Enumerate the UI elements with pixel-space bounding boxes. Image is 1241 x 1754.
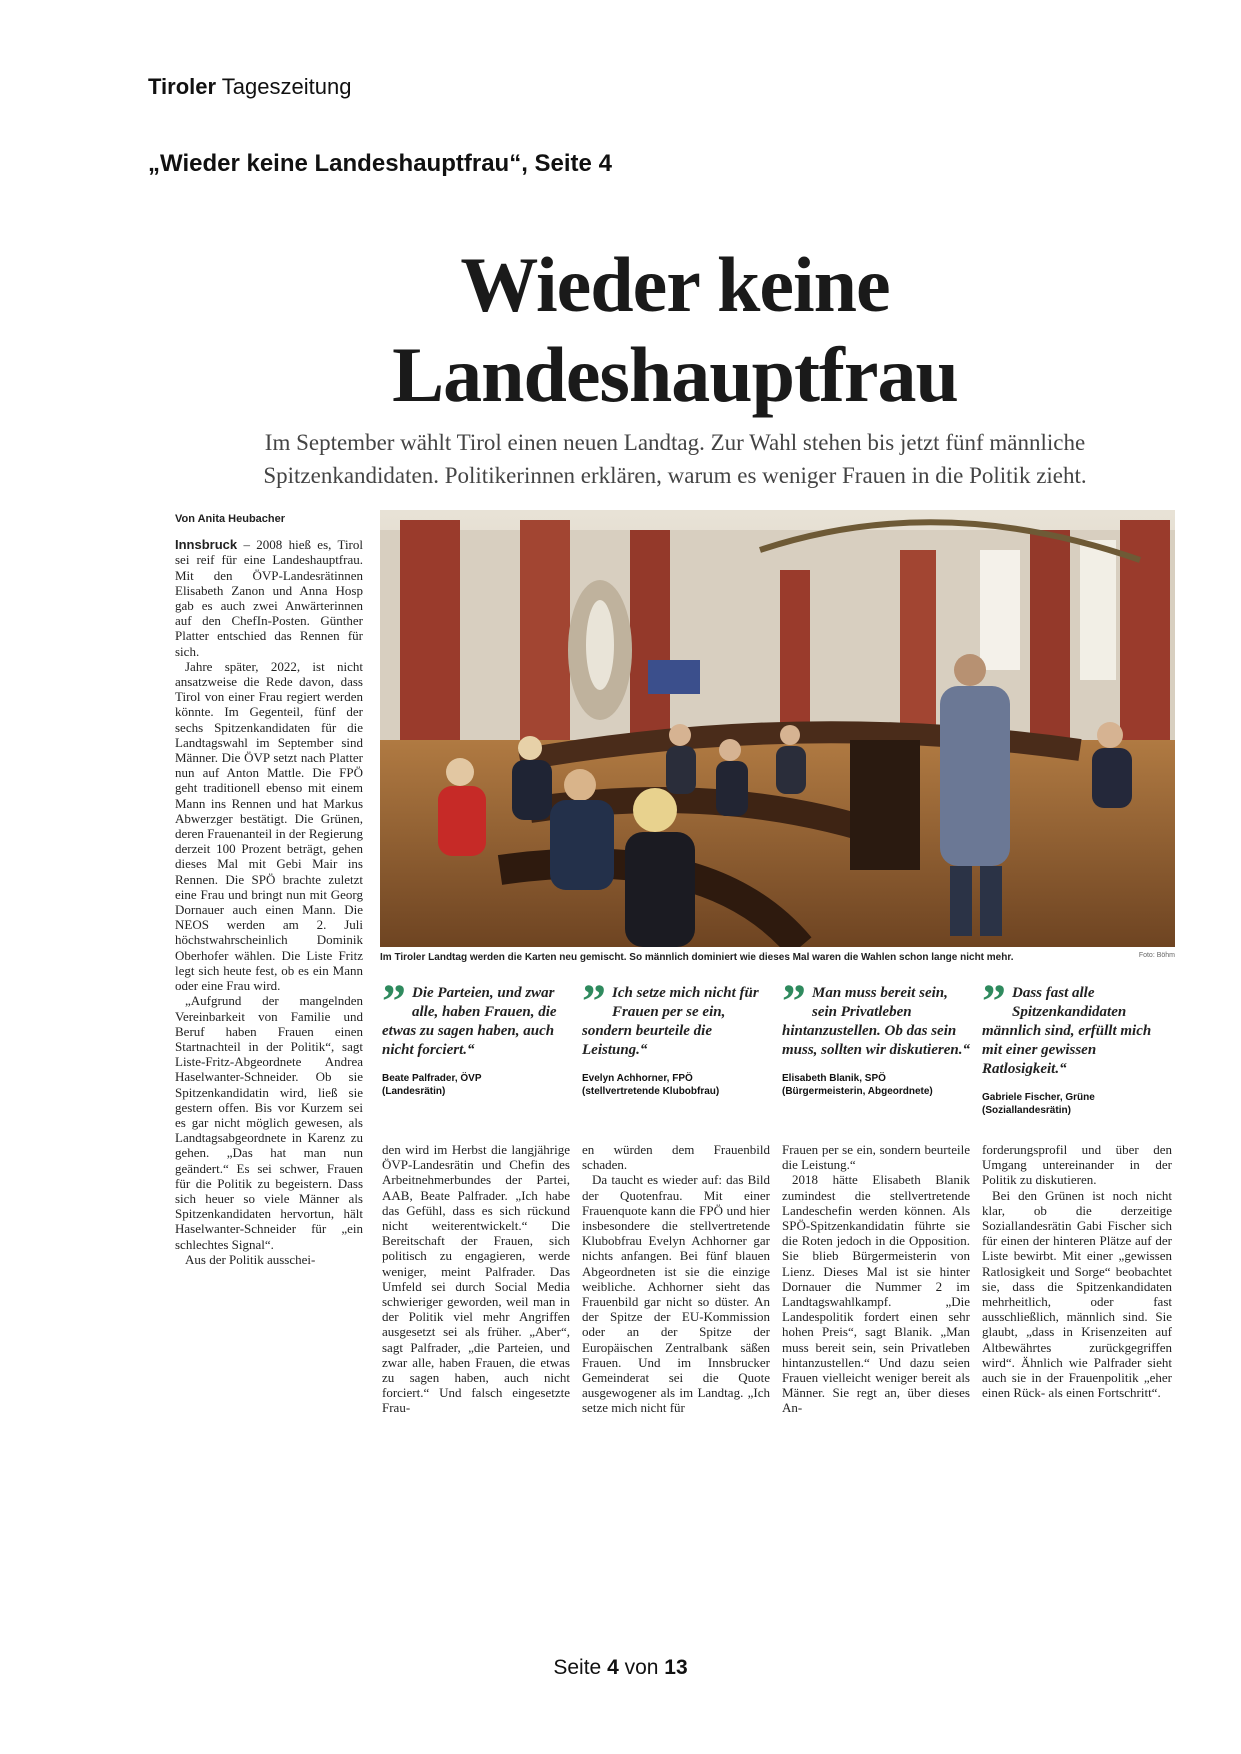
paragraph: en würden dem Frauenbild schaden. <box>582 1142 770 1173</box>
quote-author <box>582 1072 772 1098</box>
plenary-hall-illustration <box>380 510 1175 947</box>
paragraph: Da taucht es wieder auf: das Bild der Quotenfrau. Mit einer Frauenquote kann die FPÖ und hier insbesondere die stellvertretende Klubobfrau Evelyn Achhorner gar nichts anfangen. Bei fünf blauen Abgeordneten ist sie die einzige weibliche. Achhorner sieht das Frauenbild gar nicht so düster. An der Spitze der EU-Kommission oder an der Spitze der Europäischen Zentralbank säßen Frauen. Und im Innsbrucker Gemeinderat sei die Quote ausgewogener als im Landtag. „Ich setze mich nicht für <box>582 1172 770 1416</box>
quote-author <box>782 1072 972 1098</box>
photo-caption <box>380 952 1175 963</box>
footer-of: von <box>624 1656 659 1679</box>
quote-text: Die Parteien, und zwar alle, haben Frauen, die etwas zu sagen haben, auch nicht forciert.“ <box>382 985 557 1058</box>
text-column-4 <box>782 1142 970 1416</box>
quote-text: Ich setze mich nicht für Frauen per se ein, sondern beurteile die Leistung.“ <box>582 985 759 1058</box>
quote-author-role: (stellvertretende Klubobfrau) <box>582 1086 720 1097</box>
paragraph: Frauen per se ein, sondern beurteile die Leistung.“ <box>782 1142 970 1173</box>
photo-credit: Foto: Böhm <box>1138 952 1175 959</box>
footer-page-number: 4 <box>607 1656 619 1679</box>
text-column-5 <box>982 1142 1172 1400</box>
quote-author-name: Evelyn Achhorner, FPÖ <box>582 1073 693 1084</box>
quote-author-name: Gabriele Fischer, Grüne <box>982 1092 1095 1103</box>
paragraph: Jahre später, 2022, ist nicht ansatzweise die Rede davon, dass Tirol von einer Frau regiert werden könnte. Im Gegenteil, fünf der sechs Spitzenkandidaten für die Landtagswahl im September sind Männer. Die ÖVP setzt nach Platter nun auf Anton Mattle. Die FPÖ geht traditionell ebenso mit einem Mann ins Rennen und hat Markus Abwerzger bestätigt. Die Grünen, deren Frauenanteil in der Regierung derzeit 100 Prozent beträgt, gehen dieses Mal mit Gebi Mair ins Rennen. Die SPÖ brachte zuletzt eine Frau und bringt nun mit Georg Dornauer auch einen Mann. Die NEOS werden am 2. Juli höchstwahrscheinlich Dominik Oberhofer wählen. Die Liste Fritz legt sich heute fest, ob es ein Mann oder eine Frau wird. <box>175 658 363 994</box>
source-name <box>148 74 351 100</box>
pull-quote <box>582 975 772 1098</box>
quote-mark-icon: ” <box>582 975 606 1028</box>
quote-author-role: (Soziallandesrätin) <box>982 1105 1071 1116</box>
paragraph: den wird im Herbst die langjährige ÖVP-Landesrätin und Chefin des Arbeitnehmerbundes der Partei, AAB, Beate Palfrader. „Ich habe das Gefühl, dass es sich rückund nicht weiterentwickelt.“ Die Bereitschaft der Frauen, sich politisch zu engagieren, werde weniger, meint Palfrader. Das Umfeld sei durch Social Media schwieriger geworden, weil man in der Politik viel mehr Angriffen ausgesetzt sei als früher. „Aber“, sagt Palfrader, „die Parteien, und zwar alle, haben Frauen, die etwas zu sagen haben, auch nicht forciert.“ Und falsch eingesetzte Frau- <box>382 1142 570 1416</box>
quote-mark-icon: ” <box>382 975 406 1028</box>
article-reference: „Wieder keine Landeshauptfrau“, Seite 4 <box>148 150 612 177</box>
newspaper-clipping <box>170 240 1180 1416</box>
quote-author-role: (Bürgermeisterin, Abgeordnete) <box>782 1086 933 1097</box>
paragraph: forderungsprofil und über den Umgang untereinander in der Politik zu diskutieren. <box>982 1142 1172 1188</box>
source-name-rest: Tageszeitung <box>221 74 352 99</box>
lead-line-1: Im September wählt Tirol einen neuen Landtag. Zur Wahl stehen bis jetzt fünf männliche <box>264 430 1086 455</box>
footer-prefix: Seite <box>553 1656 602 1679</box>
quote-text: Man muss bereit sein, sein Privatleben hintanzustellen. Ob das sein muss, sollten wir diskutieren.“ <box>782 985 970 1058</box>
quote-text: Dass fast alle Spitzenkandidaten männlich sind, erfüllt mich mit einer gewissen Ratlosigkeit.“ <box>982 985 1152 1077</box>
quote-author <box>982 1091 1172 1117</box>
paragraph: „Aufgrund der mangelnden Vereinbarkeit von Familie und Beruf haben Frauen einen Startnachteil in der Politik“, sagt Liste-Fritz-Abgeordnete Andrea Haselwanter-Schneider. Ob sie Spitzenkandidatin wird, ließ sie gestern offen. Bis vor Kurzem sei es gar nicht möglich gewesen, als Landtagsabgeordnete in Karenz zu gehen. „Das hat man nun geändert.“ Es sei schwer, Frauen für die Politik zu begeistern. Dass sich heuer so viele Männer als Spitzenkandidaten hervortun, hält Haselwanter-Schneider für „ein schlechtes Signal“. <box>175 993 363 1252</box>
text-column-2 <box>382 1142 570 1416</box>
byline: Von Anita Heubacher <box>175 513 286 525</box>
plenary-hall-photo <box>380 510 1175 947</box>
article-lead <box>170 426 1180 492</box>
pull-quote <box>382 975 572 1098</box>
paragraph: Bei den Grünen ist noch nicht klar, ob die derzeitige Soziallandesrätin Gabi Fischer sich für einen der hinteren Plätze auf der Liste bewirbt. Mit einer „gewissen Ratlosigkeit und Sorge“ beobachtet sie, dass die Spitzenkandidaten mehrheitlich, oder fast ausschließlich, männlich sind. Sie glaubt, „dass in Krisenzeiten auf Altbewährtes zurückgegriffen wird“. Ähnlich wie Palfrader sieht auch sie in der Frauenpolitik „eher einen Rück- als einen Fortschritt“. <box>982 1187 1172 1401</box>
quote-author-name: Elisabeth Blanik, SPÖ <box>782 1073 886 1084</box>
source-name-bold: Tiroler <box>148 74 217 99</box>
paragraph: 2018 hätte Elisabeth Blanik zumindest die stellvertretende Landeschefin werden können. Als SPÖ-Spitzenkandidatin führte sie die Roten jedoch in die Opposition. Sie blieb Bürgermeisterin von Lienz. Dieses Mal ist sie hinter Dornauer die Nummer 2 im Landtagswahlkampf. „Die Landespolitik fordert einen sehr hohen Preis“, sagt Blanik. „Man muss bereit sein, sein Privatleben hintanzustellen.“ Und dazu seien Frauen vielleicht weniger bereit als Männer. Sie regt an, über dieses An- <box>782 1172 970 1416</box>
article-headline: Wieder keine Landeshauptfrau <box>392 241 958 418</box>
quote-author-role: (Landesrätin) <box>382 1086 446 1097</box>
lead-line-2: Spitzenkandidaten. Politikerinnen erklären, warum es weniger Frauen in die Politik zieht. <box>263 463 1087 488</box>
footer-page-total: 13 <box>664 1656 688 1679</box>
page-footer <box>0 1656 1241 1680</box>
quote-mark-icon: ” <box>982 975 1006 1028</box>
pull-quote <box>782 975 972 1098</box>
quote-author-name: Beate Palfrader, ÖVP <box>382 1073 482 1084</box>
text-column-3 <box>582 1142 770 1416</box>
dateline: Innsbruck <box>175 537 238 553</box>
pull-quote <box>982 975 1172 1117</box>
paragraph: Aus der Politik ausschei- <box>185 1251 316 1267</box>
paragraph <box>175 537 363 659</box>
paragraph-text: – 2008 hieß es, Tirol sei reif für eine Landeshauptfrau. Mit den ÖVP-Landesrätinnen Elisabeth Zanon und Anna Hosp gab es auch zwei Anwärterinnen auf den ChefIn-Posten. Günther Platter entschied das Rennen für sich. <box>175 537 364 659</box>
quote-mark-icon: ” <box>782 975 806 1028</box>
caption-text: Im Tiroler Landtag werden die Karten neu gemischt. So männlich dominiert wie dieses Mal waren die Wahlen schon lange nicht mehr. <box>380 952 1014 963</box>
text-column-1 <box>175 512 363 1267</box>
quote-author <box>382 1072 572 1098</box>
